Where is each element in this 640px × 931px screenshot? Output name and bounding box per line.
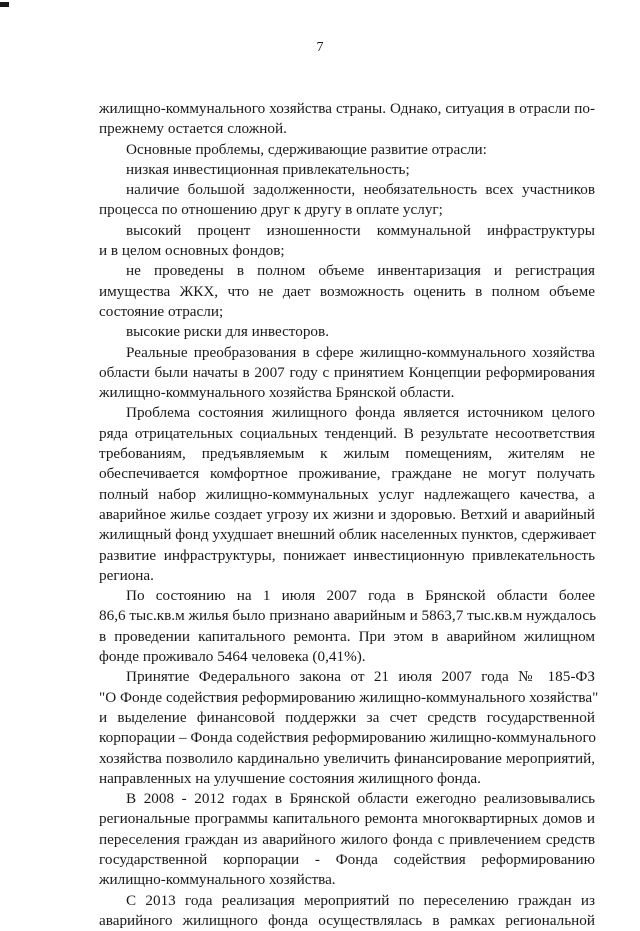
text-line: не проведены в полном объеме инвентаризация и регистрация xyxy=(126,262,595,280)
text-line: высокий процент изношенности коммунальной инфраструктуры xyxy=(126,221,595,239)
text-line: региона. xyxy=(99,566,154,584)
text-line: Основные проблемы, сдерживающие развитие отрасли: xyxy=(126,140,487,158)
text-line: требованиям, предъявляемым к жилым помещениям, жителям не xyxy=(99,445,595,463)
text-line: "О Фонде содействия реформированию жилищно-коммунального хозяйства" xyxy=(99,688,599,706)
text-line: переселения граждан из аварийного жилого фонда с привлечением средств xyxy=(99,830,595,848)
text-line: аварийного жилищного фонда осуществлялась в рамках региональной xyxy=(99,911,595,929)
text-line: развитие инфраструктуры, понижает инвестиционную привлекательность xyxy=(99,546,595,564)
text-line: в проведении капитального ремонта. При этом в аварийном жилищном xyxy=(99,627,595,645)
page-number: 7 xyxy=(316,40,324,55)
document-body xyxy=(99,99,599,931)
text-line: наличие большой задолженности, необязательность всех участников xyxy=(126,181,595,199)
text-line: жилищно-коммунального хозяйства страны. Однако, ситуация в отрасли по- xyxy=(99,100,595,117)
text-line: С 2013 года реализация мероприятий по переселению граждан из xyxy=(126,891,595,909)
text-line: В 2008 - 2012 годах в Брянской области ежегодно реализовывались xyxy=(126,790,595,808)
text-line: По состоянию на 1 июля 2007 года в Брянской области более xyxy=(126,587,595,605)
scan-corner-mark xyxy=(0,2,9,7)
text-line: прежнему остается сложной. xyxy=(99,120,287,138)
text-line: и выделение финансовой поддержки за счет средств государственной xyxy=(99,708,595,726)
text-line: полный набор жилищно-коммунальных услуг надлежащего качества, а xyxy=(99,485,595,503)
text-line: обеспечивается комфортное проживание, граждане не могут получать xyxy=(99,465,595,483)
text-line: региональные программы капитального ремонта многоквартирных домов и xyxy=(99,810,595,828)
text-line: высокие риски для инвесторов. xyxy=(126,323,329,341)
text-line: Проблема состояния жилищного фонда является источником целого xyxy=(126,404,595,422)
text-line: состояние отрасли; xyxy=(99,302,224,320)
text-line: низкая инвестиционная привлекательность; xyxy=(126,160,410,178)
text-line: жилищно-коммунального хозяйства. xyxy=(99,871,336,889)
text-line: Реальные преобразования в сфере жилищно-коммунального хозяйства xyxy=(126,343,595,361)
text-line: 86,6 тыс.кв.м жилья было признано аварийным и 5863,7 тыс.кв.м нуждалось xyxy=(99,607,597,625)
text-line: и в целом основных фондов; xyxy=(99,242,285,260)
text-line: процесса по отношению друг к другу в оплате услуг; xyxy=(99,201,443,219)
text-line: жилищный фонд ухудшает внешний облик населенных пунктов, сдерживает xyxy=(99,526,596,544)
text-line: фонде проживало 5464 человека (0,41%). xyxy=(99,648,366,666)
text-line: ряда отрицательных социальных тенденций. В результате несоответствия xyxy=(99,424,595,442)
text-line: Принятие Федерального закона от 21 июля 2007 года № 185-ФЗ xyxy=(126,668,595,686)
text-line: жилищно-коммунального хозяйства Брянской области. xyxy=(99,384,455,402)
text-line: корпорации – Фонда содействия реформированию жилищно-коммунального xyxy=(99,729,596,747)
text-line: государственной корпорации - Фонда содействия реформированию xyxy=(99,850,595,868)
text-line: хозяйства позволило кардинально увеличить финансирование мероприятий, xyxy=(99,749,595,767)
text-line: направленных на улучшение состояния жилищного фонда. xyxy=(99,769,481,787)
text-line: области были начаты в 2007 году с принятием Концепции реформирования xyxy=(99,363,595,381)
text-line: имущества ЖКХ, что не дает возможность оценить в полном объеме xyxy=(99,282,595,300)
text-line: аварийное жилье создает угрозу их жизни и здоровью. Ветхий и аварийный xyxy=(99,505,595,523)
